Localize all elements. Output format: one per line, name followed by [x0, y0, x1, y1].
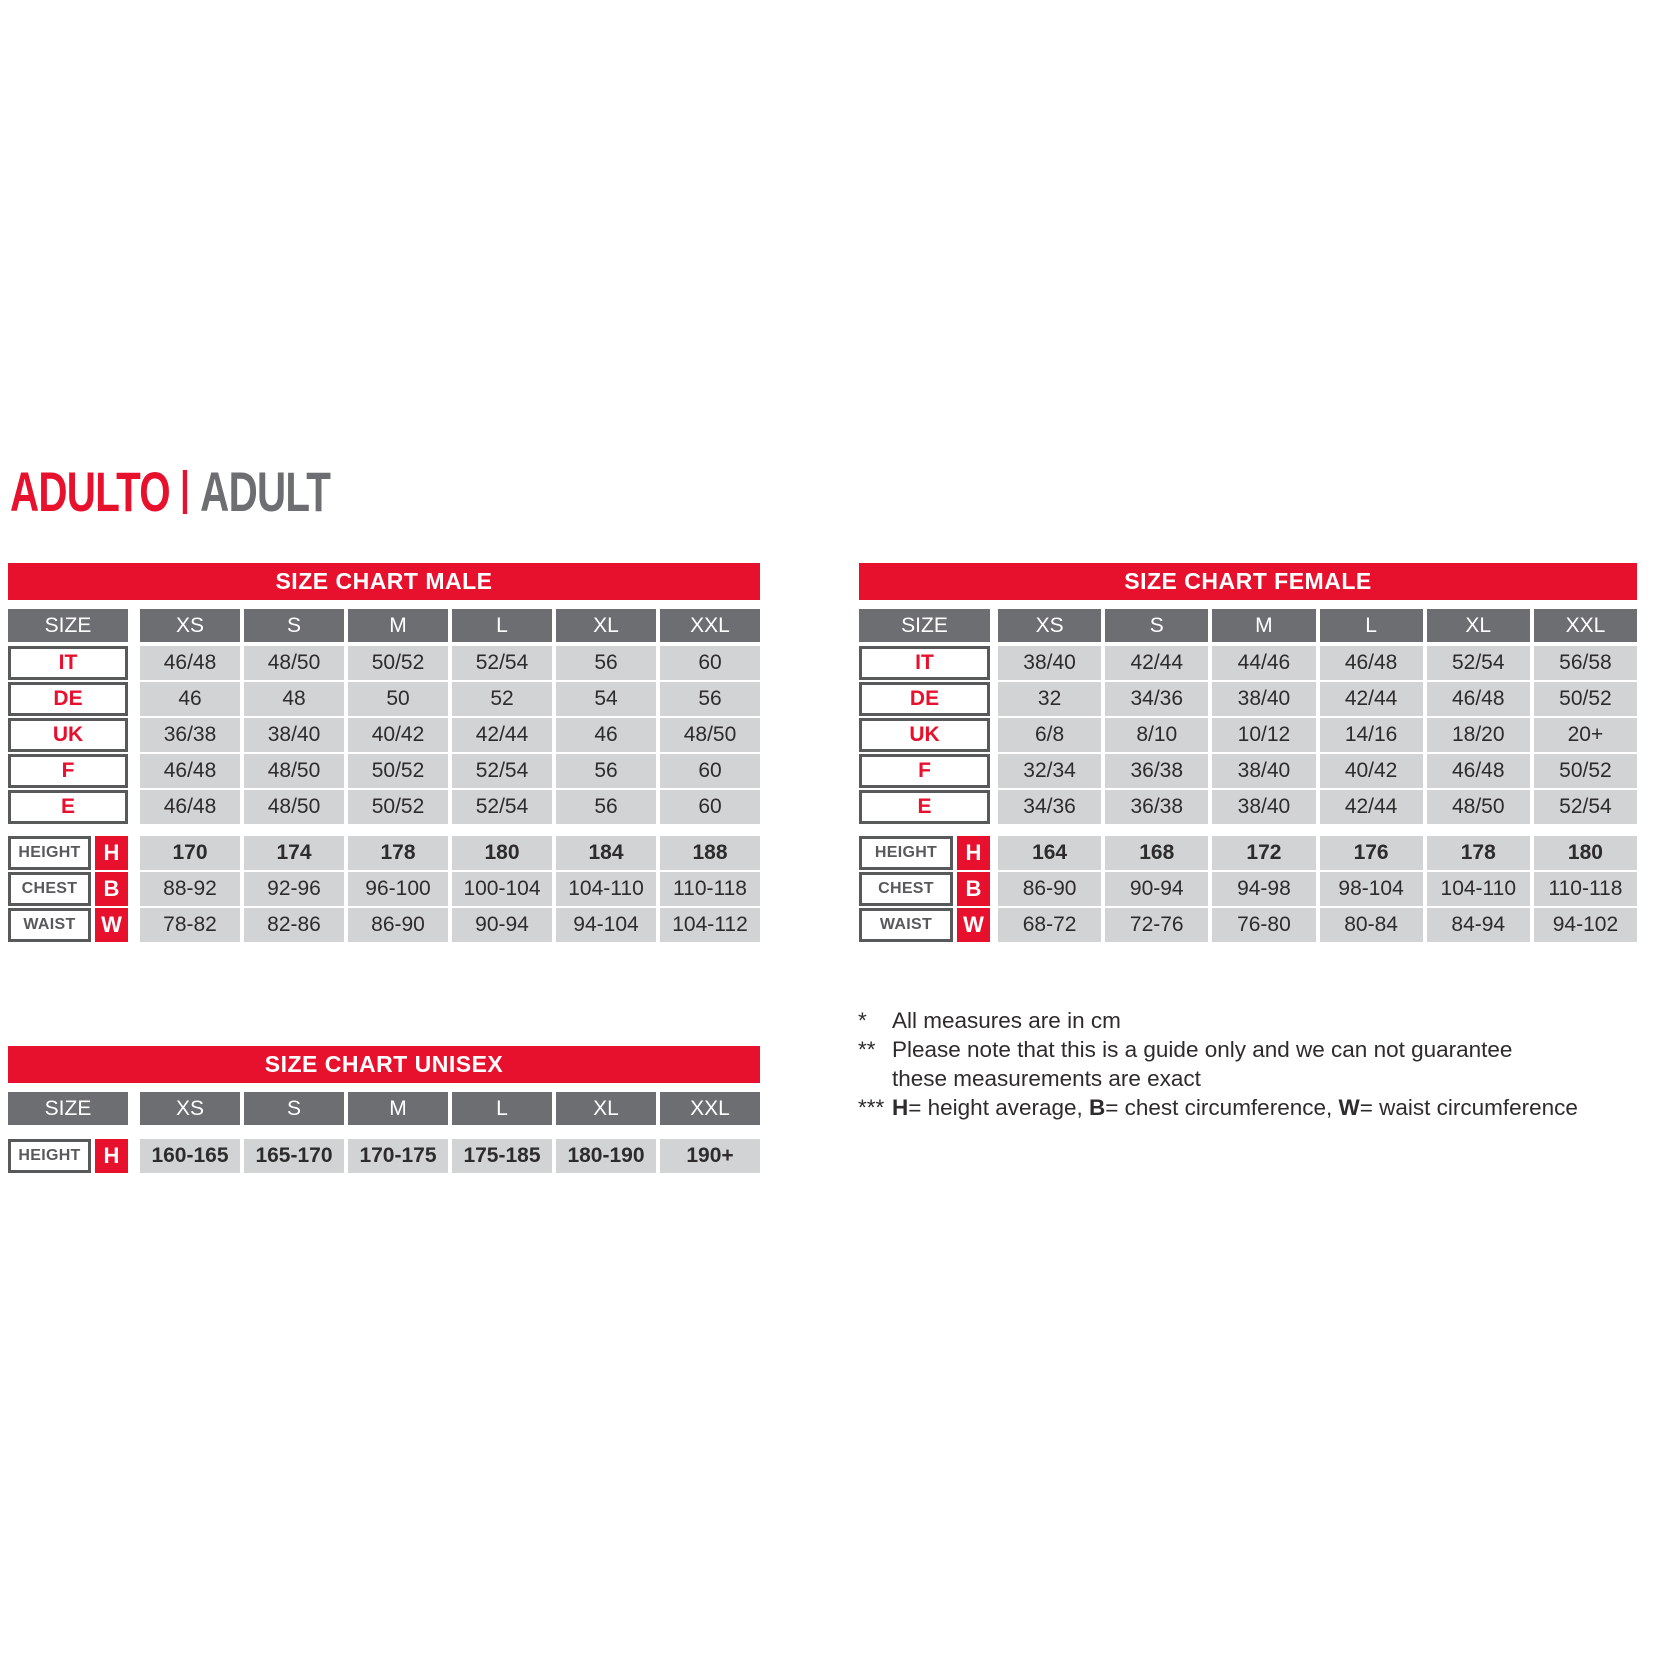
header-cells: [998, 609, 1637, 642]
value-cell: 50/52: [348, 754, 448, 788]
value-cell: 46/48: [1427, 682, 1530, 716]
measure-label-box: WAIST: [8, 908, 91, 942]
size-column-header: SIZE: [8, 609, 128, 642]
value-cell: 188: [660, 836, 760, 870]
row-cells: [140, 682, 760, 716]
row-label-uk: [859, 718, 990, 752]
value-cell: 8/10: [1105, 718, 1208, 752]
row-label-box: DE: [8, 682, 128, 716]
value-cell: 46/48: [140, 754, 240, 788]
value-cell: 170-175: [348, 1139, 448, 1173]
table-row-de: [859, 682, 1637, 716]
row-cells: [140, 754, 760, 788]
row-label-box: E: [8, 790, 128, 824]
value-cell: 94-102: [1534, 908, 1637, 942]
value-cell: 46/48: [1320, 646, 1423, 680]
value-cell: 52/54: [452, 646, 552, 680]
value-cell: 98-104: [1320, 872, 1423, 906]
value-cell: 34/36: [998, 790, 1101, 824]
table-row-waist: [8, 908, 760, 942]
value-cell: 110-118: [660, 872, 760, 906]
size-header-cell-s: S: [244, 1092, 344, 1125]
row-cells: [140, 836, 760, 870]
value-cell: 46: [556, 718, 656, 752]
table-row-de: [8, 682, 760, 716]
size-chart-unisex-header-row: [8, 1092, 760, 1125]
value-cell: 60: [660, 790, 760, 824]
value-cell: 96-100: [348, 872, 448, 906]
row-label-box: IT: [8, 646, 128, 680]
row-label-it: [8, 646, 128, 680]
row-label-box: IT: [859, 646, 990, 680]
value-cell: 44/46: [1212, 646, 1315, 680]
size-chart-female-header-row: [859, 609, 1637, 642]
value-cell: 50/52: [348, 646, 448, 680]
header-cells: [140, 1092, 760, 1125]
value-cell: 38/40: [1212, 682, 1315, 716]
value-cell: 50/52: [1534, 682, 1637, 716]
value-cell: 88-92: [140, 872, 240, 906]
value-cell: 160-165: [140, 1139, 240, 1173]
row-cells: [998, 682, 1637, 716]
value-cell: 175-185: [452, 1139, 552, 1173]
measure-label-box: HEIGHT: [859, 836, 953, 870]
row-label-chest: [8, 872, 128, 906]
value-cell: 48/50: [244, 646, 344, 680]
measure-code-badge-w: W: [95, 908, 128, 942]
value-cell: 18/20: [1427, 718, 1530, 752]
size-header-cell-xs: XS: [140, 1092, 240, 1125]
value-cell: 14/16: [1320, 718, 1423, 752]
value-cell: 52/54: [452, 754, 552, 788]
value-cell: 46/48: [1427, 754, 1530, 788]
size-header-cell-xs: XS: [998, 609, 1101, 642]
row-cells: [998, 872, 1637, 906]
value-cell: 48/50: [244, 754, 344, 788]
value-cell: 86-90: [348, 908, 448, 942]
row-label-height: [859, 836, 990, 870]
size-header-cell-m: M: [1212, 609, 1315, 642]
table-row-height: [859, 836, 1637, 870]
value-cell: 180: [452, 836, 552, 870]
value-cell: 94-104: [556, 908, 656, 942]
size-header-cell-l: L: [452, 609, 552, 642]
row-label-chest: [859, 872, 990, 906]
value-cell: 170: [140, 836, 240, 870]
value-cell: 36/38: [1105, 754, 1208, 788]
footnote-text: Please note that this is a guide only and we can not guarantee these measurements are exact: [892, 1037, 1513, 1091]
value-cell: 46/48: [140, 790, 240, 824]
measure-code-badge-h: H: [95, 1139, 128, 1173]
row-label-e: [859, 790, 990, 824]
size-column-header: SIZE: [8, 1092, 128, 1125]
value-cell: 168: [1105, 836, 1208, 870]
size-header-cell-m: M: [348, 1092, 448, 1125]
measure-code-badge-h: H: [957, 836, 990, 870]
value-cell: 90-94: [1105, 872, 1208, 906]
size-chart-male-measure-block: [8, 836, 760, 944]
row-label-f: [859, 754, 990, 788]
value-cell: 178: [1427, 836, 1530, 870]
value-cell: 6/8: [998, 718, 1101, 752]
value-cell: 56: [556, 790, 656, 824]
size-header-cell-xxl: XXL: [660, 609, 760, 642]
value-cell: 56: [556, 754, 656, 788]
table-row-height: [8, 836, 760, 870]
size-chart-male-table: [8, 563, 760, 944]
table-row-it: [859, 646, 1637, 680]
size-header-cell-xxl: XXL: [660, 1092, 760, 1125]
footnote-text: All measures are in cm: [892, 1008, 1121, 1033]
value-cell: 34/36: [1105, 682, 1208, 716]
value-cell: 104-112: [660, 908, 760, 942]
value-cell: 92-96: [244, 872, 344, 906]
value-cell: 86-90: [998, 872, 1101, 906]
value-cell: 46: [140, 682, 240, 716]
measure-label-box: CHEST: [8, 872, 91, 906]
measure-label-box: CHEST: [859, 872, 953, 906]
value-cell: 78-82: [140, 908, 240, 942]
value-cell: 90-94: [452, 908, 552, 942]
row-cells: [140, 872, 760, 906]
value-cell: 42/44: [1105, 646, 1208, 680]
table-row-chest: [8, 872, 760, 906]
row-label-waist: [859, 908, 990, 942]
value-cell: 184: [556, 836, 656, 870]
size-chart-unisex-table: [8, 1046, 760, 1175]
page-title-secondary: ADULT: [200, 460, 331, 523]
value-cell: 38/40: [1212, 790, 1315, 824]
row-label-box: UK: [859, 718, 990, 752]
table-row-f: [859, 754, 1637, 788]
value-cell: 50: [348, 682, 448, 716]
size-chart-female-title-bar: SIZE CHART FEMALE: [859, 563, 1637, 600]
footnote-marker: **: [858, 1037, 876, 1062]
value-cell: 178: [348, 836, 448, 870]
value-cell: 165-170: [244, 1139, 344, 1173]
value-cell: 42/44: [1320, 790, 1423, 824]
row-label-box: E: [859, 790, 990, 824]
measure-label-box: HEIGHT: [8, 836, 91, 870]
value-cell: 36/38: [1105, 790, 1208, 824]
measure-label-box: HEIGHT: [8, 1139, 91, 1173]
footnote-marker: ***: [858, 1095, 885, 1120]
size-header-cell-xl: XL: [556, 609, 656, 642]
measure-code-badge-b: B: [95, 872, 128, 906]
row-label-de: [8, 682, 128, 716]
value-cell: 180: [1534, 836, 1637, 870]
value-cell: 38/40: [244, 718, 344, 752]
measure-label-box: WAIST: [859, 908, 953, 942]
value-cell: 36/38: [140, 718, 240, 752]
title-separator-bar: [183, 470, 187, 514]
value-cell: 52: [452, 682, 552, 716]
value-cell: 190+: [660, 1139, 760, 1173]
value-cell: 80-84: [1320, 908, 1423, 942]
size-chart-female-measure-block: [859, 836, 1637, 944]
table-row-waist: [859, 908, 1637, 942]
size-chart-unisex-title-bar: SIZE CHART UNISEX: [8, 1046, 760, 1083]
value-cell: 84-94: [1427, 908, 1530, 942]
row-cells: [140, 718, 760, 752]
size-header-cell-s: S: [1105, 609, 1208, 642]
row-label-height: [8, 1139, 128, 1173]
page-title-primary: ADULTO: [10, 460, 170, 523]
row-cells: [140, 908, 760, 942]
value-cell: 46/48: [140, 646, 240, 680]
size-header-cell-xxl: XXL: [1534, 609, 1637, 642]
row-label-height: [8, 836, 128, 870]
value-cell: 174: [244, 836, 344, 870]
value-cell: 104-110: [556, 872, 656, 906]
value-cell: 56: [556, 646, 656, 680]
size-chart-male-title-bar: SIZE CHART MALE: [8, 563, 760, 600]
value-cell: 110-118: [1534, 872, 1637, 906]
value-cell: 100-104: [452, 872, 552, 906]
table-row-f: [8, 754, 760, 788]
row-label-de: [859, 682, 990, 716]
size-header-cell-xs: XS: [140, 609, 240, 642]
table-row-e: [8, 790, 760, 824]
value-cell: 164: [998, 836, 1101, 870]
value-cell: 56/58: [1534, 646, 1637, 680]
size-chart-unisex-measure-block: [8, 1139, 760, 1175]
size-column-header: SIZE: [859, 609, 990, 642]
value-cell: 176: [1320, 836, 1423, 870]
value-cell: 82-86: [244, 908, 344, 942]
value-cell: 60: [660, 754, 760, 788]
value-cell: 180-190: [556, 1139, 656, 1173]
value-cell: 76-80: [1212, 908, 1315, 942]
value-cell: 40/42: [348, 718, 448, 752]
value-cell: 38/40: [1212, 754, 1315, 788]
row-cells: [998, 908, 1637, 942]
table-row-height: [8, 1139, 760, 1173]
value-cell: 50/52: [1534, 754, 1637, 788]
value-cell: 42/44: [452, 718, 552, 752]
value-cell: 48/50: [244, 790, 344, 824]
row-label-box: F: [859, 754, 990, 788]
size-header-cell-l: L: [452, 1092, 552, 1125]
table-row-chest: [859, 872, 1637, 906]
row-cells: [140, 1139, 760, 1173]
measure-code-badge-b: B: [957, 872, 990, 906]
size-header-cell-s: S: [244, 609, 344, 642]
value-cell: 48/50: [660, 718, 760, 752]
size-header-cell-m: M: [348, 609, 448, 642]
row-label-uk: [8, 718, 128, 752]
row-cells: [998, 790, 1637, 824]
row-label-it: [859, 646, 990, 680]
value-cell: 104-110: [1427, 872, 1530, 906]
value-cell: 50/52: [348, 790, 448, 824]
row-cells: [140, 790, 760, 824]
value-cell: 72-76: [1105, 908, 1208, 942]
value-cell: 32: [998, 682, 1101, 716]
row-label-e: [8, 790, 128, 824]
value-cell: 68-72: [998, 908, 1101, 942]
value-cell: 20+: [1534, 718, 1637, 752]
row-cells: [998, 718, 1637, 752]
value-cell: 48: [244, 682, 344, 716]
row-label-box: F: [8, 754, 128, 788]
footnote-1: [858, 1006, 1650, 1035]
footnotes: [858, 1006, 1650, 1122]
value-cell: 52/54: [1534, 790, 1637, 824]
table-row-uk: [8, 718, 760, 752]
value-cell: 42/44: [1320, 682, 1423, 716]
value-cell: 38/40: [998, 646, 1101, 680]
table-row-e: [859, 790, 1637, 824]
footnote-3: [858, 1093, 1650, 1122]
value-cell: 40/42: [1320, 754, 1423, 788]
value-cell: 54: [556, 682, 656, 716]
measure-code-badge-w: W: [957, 908, 990, 942]
size-header-cell-xl: XL: [1427, 609, 1530, 642]
row-label-box: UK: [8, 718, 128, 752]
value-cell: 94-98: [1212, 872, 1315, 906]
row-label-box: DE: [859, 682, 990, 716]
row-label-f: [8, 754, 128, 788]
row-cells: [140, 646, 760, 680]
row-cells: [998, 646, 1637, 680]
value-cell: 172: [1212, 836, 1315, 870]
row-cells: [998, 754, 1637, 788]
size-header-cell-xl: XL: [556, 1092, 656, 1125]
row-label-waist: [8, 908, 128, 942]
table-row-uk: [859, 718, 1637, 752]
footnote-marker: *: [858, 1008, 867, 1033]
footnote-2: [858, 1035, 1650, 1093]
value-cell: 32/34: [998, 754, 1101, 788]
table-row-it: [8, 646, 760, 680]
value-cell: 48/50: [1427, 790, 1530, 824]
value-cell: 60: [660, 646, 760, 680]
size-chart-male-header-row: [8, 609, 760, 642]
value-cell: 10/12: [1212, 718, 1315, 752]
size-chart-female-table: [859, 563, 1637, 944]
header-cells: [140, 609, 760, 642]
value-cell: 52/54: [452, 790, 552, 824]
value-cell: 56: [660, 682, 760, 716]
row-cells: [998, 836, 1637, 870]
value-cell: 52/54: [1427, 646, 1530, 680]
size-header-cell-l: L: [1320, 609, 1423, 642]
measure-code-badge-h: H: [95, 836, 128, 870]
footnote-text: H= height average, B= chest circumference, W= waist circumference: [892, 1095, 1578, 1120]
page-title: [10, 460, 331, 523]
